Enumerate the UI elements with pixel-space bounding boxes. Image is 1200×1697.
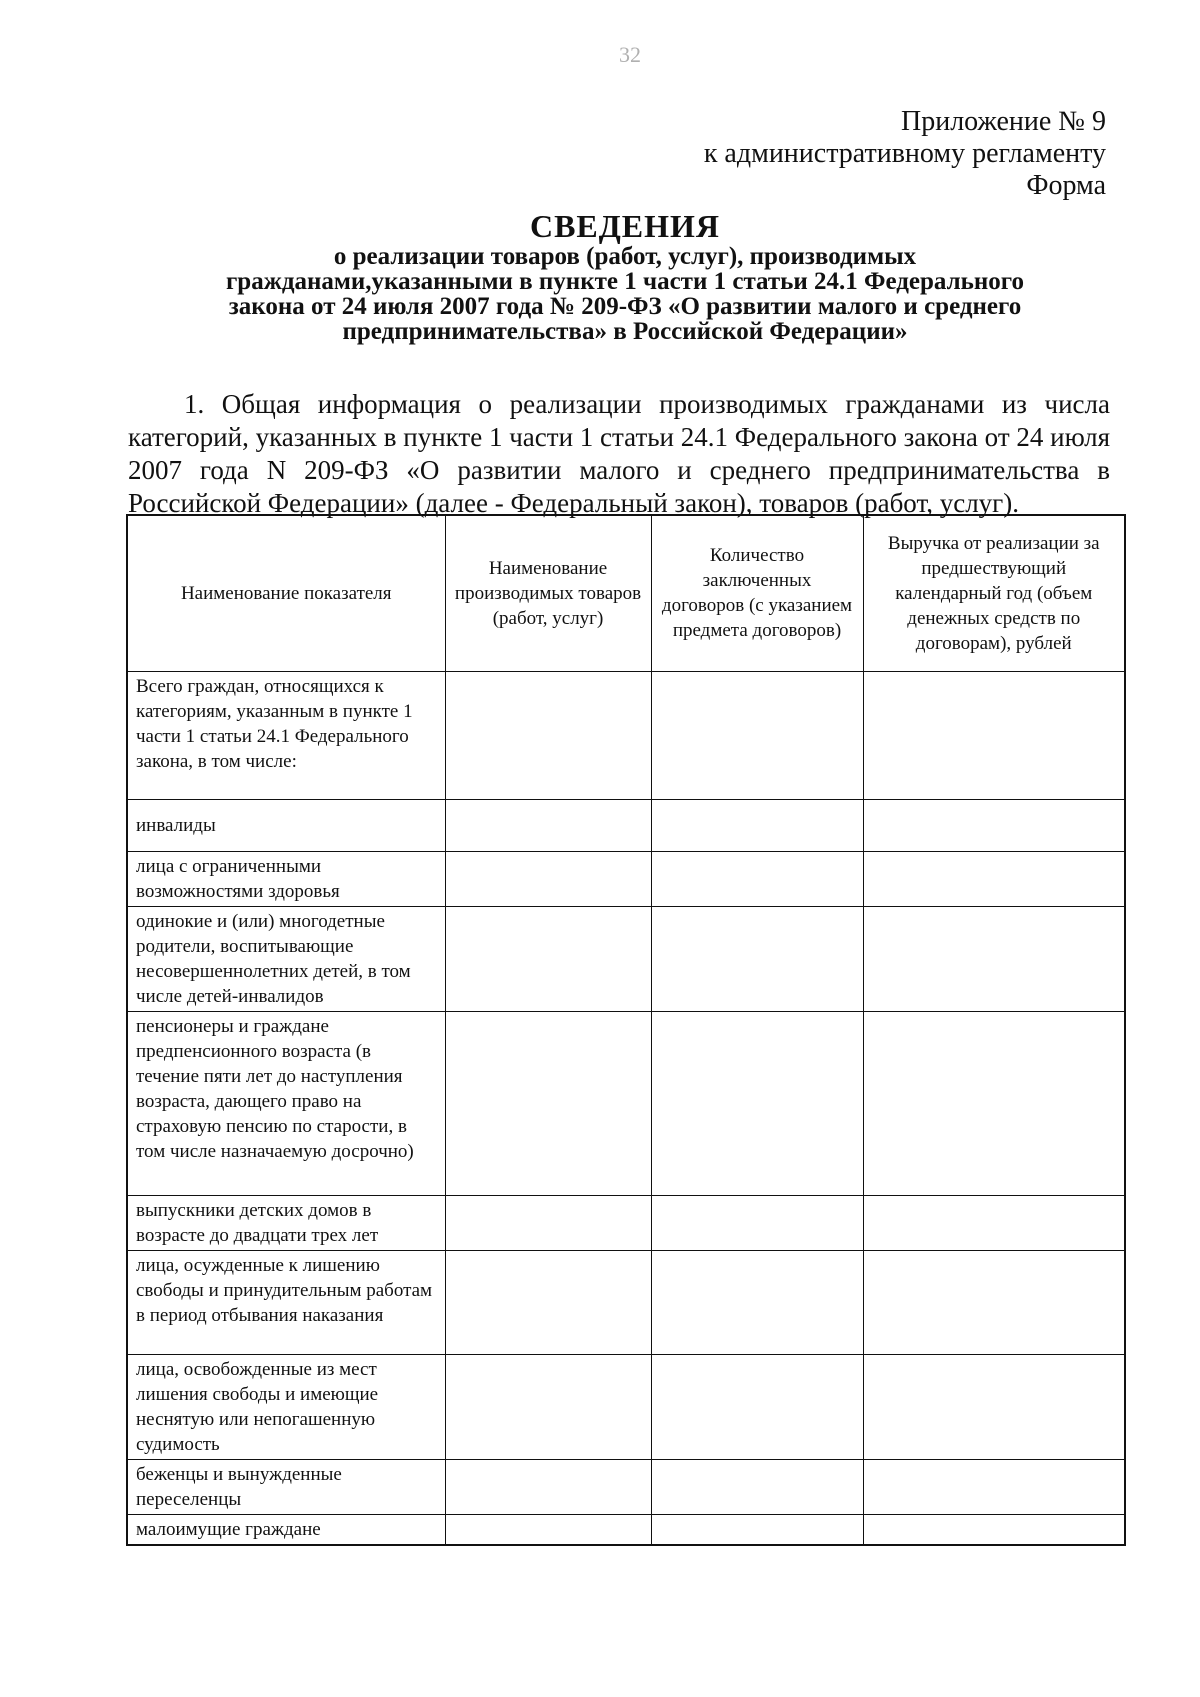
row-label: одинокие и (или) многодетные родители, воспитывающие несовершеннолетних детей, в том числе детей-инвалидов <box>127 906 445 1011</box>
contracts-cell[interactable] <box>651 1514 863 1545</box>
revenue-cell[interactable] <box>863 906 1125 1011</box>
table-row <box>127 799 1125 851</box>
col-header-contracts: Количество заключенных договоров (с указанием предмета договоров) <box>651 515 863 671</box>
intro-paragraph: 1. Общая информация о реализации производимых гражданами из числа категорий, указанных в пункте 1 части 1 статьи 24.1 Федерального закона от 24 июля 2007 года N 209-ФЗ «О развитии малого и среднего предпринимательства в Российской Федерации» (далее - Федеральный закон), товаров (работ, услуг). <box>128 389 1110 518</box>
row-label: Всего граждан, относящихся к категориям, указанным в пункте 1 части 1 статьи 24.1 Федерального закона, в том числе: <box>127 671 445 799</box>
revenue-cell[interactable] <box>863 1011 1125 1195</box>
goods-cell[interactable] <box>445 671 651 799</box>
document-title <box>140 208 1110 344</box>
table-row <box>127 1354 1125 1459</box>
appendix-form-label: Форма <box>1026 170 1106 201</box>
revenue-cell[interactable] <box>863 1195 1125 1250</box>
revenue-cell[interactable] <box>863 1250 1125 1354</box>
revenue-cell[interactable] <box>863 671 1125 799</box>
contracts-cell[interactable] <box>651 851 863 906</box>
contracts-cell[interactable] <box>651 1011 863 1195</box>
table-row <box>127 1195 1125 1250</box>
row-label: лица, осужденные к лишению свободы и принудительным работам в период отбывания наказания <box>127 1250 445 1354</box>
goods-cell[interactable] <box>445 1250 651 1354</box>
revenue-cell[interactable] <box>863 1354 1125 1459</box>
revenue-cell[interactable] <box>863 851 1125 906</box>
row-label: лица, освобожденные из мест лишения свободы и имеющие неснятую или непогашенную судимость <box>127 1354 445 1459</box>
col-header-goods: Наименование производимых товаров (работ, услуг) <box>445 515 651 671</box>
table-row <box>127 1011 1125 1195</box>
title-subtitle-line: закона от 24 июля 2007 года № 209-ФЗ «О развитии малого и среднего <box>228 293 1022 320</box>
table-header-row <box>127 515 1125 671</box>
contracts-cell[interactable] <box>651 1459 863 1514</box>
table-row <box>127 906 1125 1011</box>
goods-cell[interactable] <box>445 851 651 906</box>
contracts-cell[interactable] <box>651 906 863 1011</box>
appendix-number: Приложение № 9 <box>901 106 1106 137</box>
table-row <box>127 1459 1125 1514</box>
contracts-cell[interactable] <box>651 1354 863 1459</box>
revenue-cell[interactable] <box>863 1459 1125 1514</box>
goods-cell[interactable] <box>445 799 651 851</box>
title-subtitle-line: гражданами,указанными в пункте 1 части 1 статьи 24.1 Федерального <box>225 268 1025 295</box>
title-main: СВЕДЕНИЯ <box>529 208 721 244</box>
table-row <box>127 1250 1125 1354</box>
goods-cell[interactable] <box>445 1011 651 1195</box>
contracts-cell[interactable] <box>651 1195 863 1250</box>
table-row <box>127 671 1125 799</box>
contracts-cell[interactable] <box>651 671 863 799</box>
row-label: пенсионеры и граждане предпенсионного возраста (в течение пяти лет до наступления возраста, дающего право на страховую пенсию по старости, в том числе назначаемую досрочно) <box>127 1011 445 1195</box>
title-subtitle-line: предпринимательства» в Российской Федерации» <box>342 318 908 345</box>
appendix-block <box>704 106 1106 202</box>
goods-cell[interactable] <box>445 1354 651 1459</box>
table-row <box>127 1514 1125 1545</box>
col-header-indicator: Наименование показателя <box>127 515 445 671</box>
goods-cell[interactable] <box>445 1195 651 1250</box>
goods-cell[interactable] <box>445 1514 651 1545</box>
table-row <box>127 851 1125 906</box>
title-subtitle-line: о реализации товаров (работ, услуг), производимых <box>333 243 917 270</box>
revenue-cell[interactable] <box>863 799 1125 851</box>
row-label: инвалиды <box>127 799 445 851</box>
form-table <box>126 514 1126 1546</box>
contracts-cell[interactable] <box>651 1250 863 1354</box>
appendix-regulation: к административному регламенту <box>703 138 1106 169</box>
revenue-cell[interactable] <box>863 1514 1125 1545</box>
page-number: 32 <box>619 42 641 67</box>
row-label: беженцы и вынужденные переселенцы <box>127 1459 445 1514</box>
goods-cell[interactable] <box>445 906 651 1011</box>
goods-cell[interactable] <box>445 1459 651 1514</box>
row-label: малоимущие граждане <box>127 1514 445 1545</box>
contracts-cell[interactable] <box>651 799 863 851</box>
row-label: выпускники детских домов в возрасте до двадцати трех лет <box>127 1195 445 1250</box>
col-header-revenue: Выручка от реализации за предшествующий календарный год (объем денежных средств по договорам), рублей <box>863 515 1125 671</box>
row-label: лица с ограниченными возможностями здоровья <box>127 851 445 906</box>
